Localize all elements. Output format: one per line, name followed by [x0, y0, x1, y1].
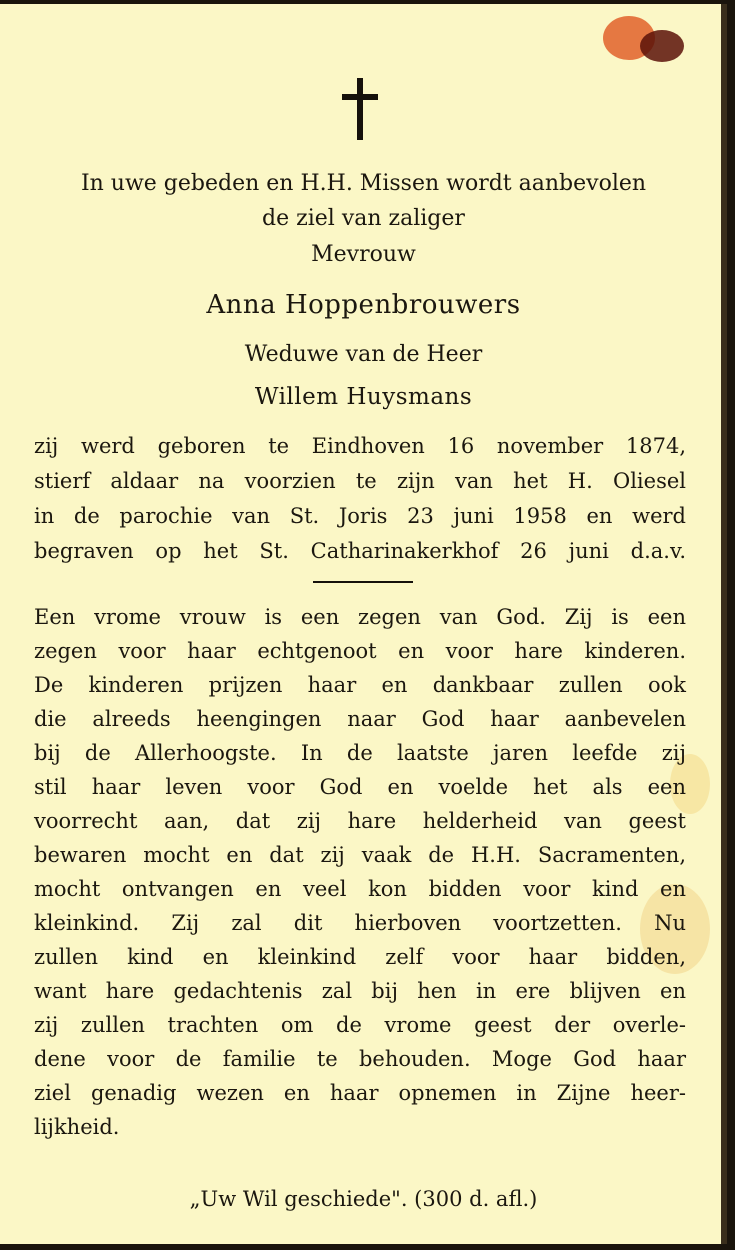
tribute-line: bij de Allerhoogste. In de laatste jaren leefde zij	[34, 741, 686, 765]
cross-icon	[342, 78, 378, 140]
widow-of-label: Weduwe van de Heer	[244, 342, 483, 367]
tribute-line: De kinderen prijzen haar en dankbaar zullen ook	[34, 673, 686, 697]
intro-line-2: de ziel van zaliger	[262, 206, 465, 231]
tribute-text	[34, 605, 686, 1175]
tribute-line: want hare gedachtenis zal bij hen in ere blijven en	[34, 979, 686, 1003]
tribute-line: die alreeds heengingen naar God haar aanbevelen	[34, 707, 686, 731]
divider	[313, 581, 413, 583]
life-line: begraven op het St. Catharinakerkhof 26 juni d.a.v.	[34, 539, 686, 563]
tribute-line: Een vrome vrouw is een zegen van God. Zij is een	[34, 605, 686, 629]
tribute-line: bewaren mocht en dat zij vaak de H.H. Sacramenten,	[34, 843, 686, 867]
closing-prayer: „Uw Wil geschiede". (300 d. afl.)	[189, 1187, 538, 1211]
life-line: zij werd geboren te Eindhoven 16 november 1874,	[34, 434, 686, 458]
deceased-name: Anna Hoppenbrouwers	[206, 290, 521, 320]
tribute-line: mocht ontvangen en veel kon bidden voor kind en	[34, 877, 686, 901]
husband-name: Willem Huysmans	[254, 384, 473, 410]
memorial-card	[0, 4, 727, 1244]
tribute-line: stil haar leven voor God en voelde het als een	[34, 775, 686, 799]
intro-line: In uwe gebeden en H.H. Missen wordt aanbevolen	[80, 171, 647, 196]
tribute-line-last: lijkheid.	[34, 1115, 120, 1139]
tribute-line: zullen kind en kleinkind zelf voor haar bidden,	[34, 945, 686, 969]
tribute-line: kleinkind. Zij zal dit hierboven voortzetten. Nu	[34, 911, 686, 935]
tribute-line: zegen voor haar echtgenoot en voor hare kinderen.	[34, 639, 686, 663]
life-line: stierf aldaar na voorzien te zijn van het H. Oliesel	[34, 469, 686, 493]
stain-mark-dark	[640, 30, 684, 62]
tribute-line: dene voor de familie te behouden. Moge God haar	[34, 1047, 686, 1071]
tribute-line: voorrecht aan, dat zij hare helderheid van geest	[34, 809, 686, 833]
life-line: in de parochie van St. Joris 23 juni 1958 en werd	[34, 504, 686, 528]
honorific: Mevrouw	[311, 242, 416, 267]
tribute-line: ziel genadig wezen en haar opnemen in Zijne heer-	[34, 1081, 686, 1105]
tribute-line: zij zullen trachten om de vrome geest der overle-	[34, 1013, 686, 1037]
life-details	[34, 434, 686, 574]
